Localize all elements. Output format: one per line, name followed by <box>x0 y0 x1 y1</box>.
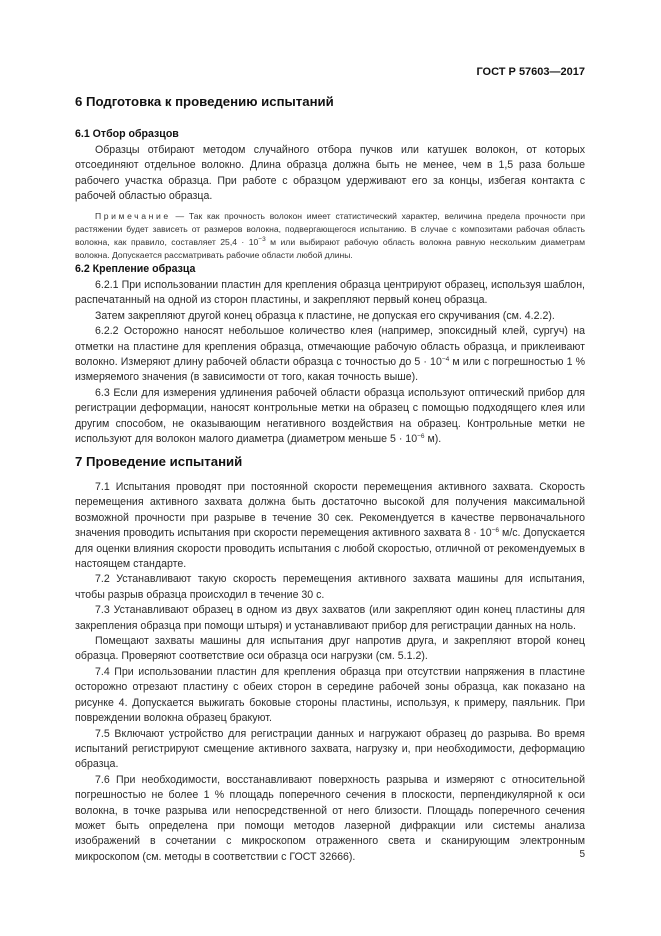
section-6-heading: 6 Подготовка к проведению испытаний <box>75 94 334 109</box>
exponent: −4 <box>441 356 450 364</box>
section-6-2-body <box>75 278 585 447</box>
text: 6.2.2 Осторожно наносят небольшое количество клея (например, эпоксидный клей, сургуч) на отметки на пластине для крепления образца, отмечающие рабочую область образца, и приклеивают волокно. Измеряют длину рабочей области образца с точностью до 5 · 10 <box>75 325 585 369</box>
paragraph-7-3: 7.3 Устанавливают образец в одном из двух захватов (или закрепляют один конец пластины для закрепления образца при помощи штыря) и устанавливают прибор для регистрации данных на ноль. <box>75 604 585 632</box>
standard-header: ГОСТ Р 57603—2017 <box>476 66 585 78</box>
section-6-1-body <box>75 143 585 262</box>
text: 7.1 Испытания проводят при постоянной скорости перемещения активного захвата. Скорость перемещения активного захвата должна быть достаточно высокой для получения максимальной возможной прочности при разрыве в течение 30 сек. Рекомендуется в качестве первоначального значения проводить испытания при скорости перемещения активного захвата 8 · 10 <box>75 481 585 540</box>
note-label: Примечание <box>95 210 171 221</box>
paragraph-7-6: 7.6 При необходимости, восстанавливают поверхность разрыва и измеряют с относительной погрешностью не более 1 % площадь поперечного сечения в плоскости, перпендикулярной к оси волокна, в точке разрыва или непосредственной от него близости. Площадь поперечного сечения может быть определена при помощи методов лазерной дифракции или системы анализа изображений в сочетании с микроскопом отраженного света и сканирующим электронным микроскопом (см. методы в соответствии с ГОСТ 32666). <box>75 773 585 863</box>
paragraph-6-2-2 <box>75 324 585 386</box>
paragraph-6-2-1-cont: Затем закрепляют другой конец образца к пластине, не допуская его скручивания (см. 4.2.2). <box>95 309 555 322</box>
paragraph-7-1 <box>75 480 585 572</box>
paragraph-7-3-cont: Помещают захваты машины для испытания друг напротив друга, и закрепляют второй конец образца. Проверяют соответствие оси образца оси нагрузки (см. 5.1.2). <box>75 635 585 663</box>
note-text: — Так как прочность волокон имеет статистический характер, величина предела прочности при растяжении будет зависеть от размеров волокна, подвергающегося испытанию. В случае с композитами рабочая область волокна, как правило, составляет 25,4 · 10 <box>75 210 585 247</box>
paragraph-7-2: 7.2 Устанавливают такую скорость перемещения активного захвата машины для испытания, чтобы разрыв образца происходил в течение 30 с. <box>75 573 585 601</box>
paragraph-6-1: Образцы отбирают методом случайного отбора пучков или катушек волокон, от которых отсоединяют отдельное волокно. Длина образца должна быть не менее, чем в 1,5 раза больше рабочего участка образца. При работе с образцом удерживают его за концы, избегая контакта с рабочей областью образца. <box>75 144 585 203</box>
section-6-2-heading: 6.2 Крепление образца <box>75 263 196 275</box>
paragraph-7-5: 7.5 Включают устройство для регистрации данных и нагружают образец до разрыва. Во время испытаний регистрируют смещение активного захвата, нагрузку и, при необходимости, деформацию образца. <box>75 727 585 771</box>
exponent: −6 <box>417 433 425 441</box>
text: м/с. Допускается для оценки влияния скорости проводить испытания с любой скоростью, отличной от рекомендуемых в настоящем стандарте. <box>75 527 585 571</box>
text: м). <box>424 433 442 446</box>
exponent: −6 <box>491 527 500 535</box>
paragraph-7-4: 7.4 При использовании пластин для крепления образца при отсутствии напряжения в пластине осторожно отрезают пластину с обеих сторон в середине рабочей зоны образца, как показано на рисунке 4. Допускается выжигать боковые стороны пластины, используя, к примеру, паяльник. При повреждении волокна образец бракуют. <box>75 665 585 725</box>
note-exponent: −3 <box>258 235 266 243</box>
section-7-body <box>75 480 585 865</box>
section-7-heading: 7 Проведение испытаний <box>75 454 243 469</box>
paragraph-6-2-1: 6.2.1 При использовании пластин для крепления образца центрируют образец, используя шаблон, распечатанный на одной из сторон пластины, и закрепляют первый конец образца. <box>75 279 585 307</box>
text: м или с погрешностью 1 % измеряемого значения (в зависимости от того, какая точность выше). <box>75 356 585 384</box>
note-text-end: м или выбирают рабочую область волокна равную нескольким диаметрам волокна. Допускается рассматривать рабочие области любой длины. <box>75 236 585 260</box>
section-6-1-heading: 6.1 Отбор образцов <box>75 128 179 140</box>
note <box>75 210 585 262</box>
text: 6.3 Если для измерения удлинения рабочей области образца используют оптический прибор для регистрации деформации, наносят контрольные метки на образец с помощью подходящего клея или другим способом, не оказывающим негативного воздействия на образец. Контрольные метки не используют для волокон малого диаметра (диаметром меньше 5 · 10 <box>75 386 585 446</box>
paragraph-6-3 <box>75 386 585 448</box>
page-number: 5 <box>579 849 585 860</box>
